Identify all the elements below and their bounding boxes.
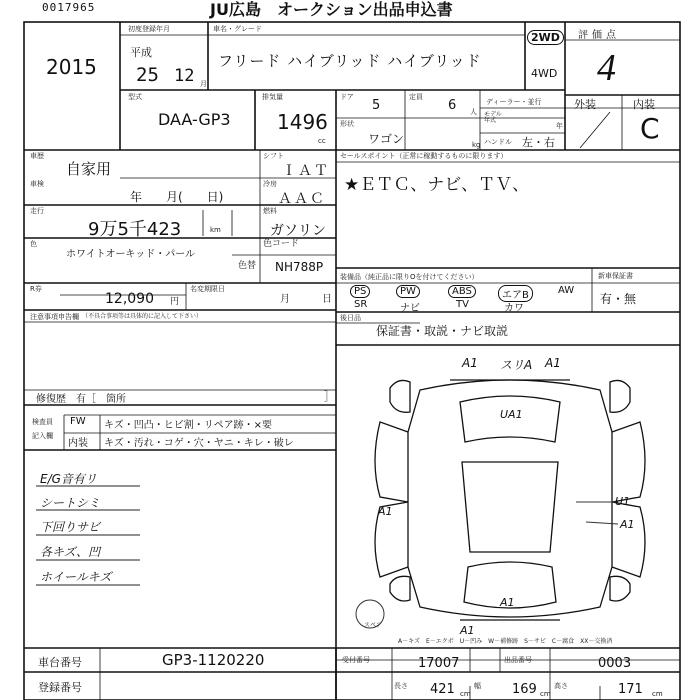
equipment-navi: ナビ <box>400 303 420 314</box>
width-unit: cm <box>540 690 551 698</box>
doors-value: 5 <box>372 98 381 113</box>
body-shape-label: 形状 <box>340 120 354 128</box>
aircon-value: ＡＡＣ <box>278 191 326 207</box>
inspector-row2-head: 内装 <box>68 438 88 449</box>
mileage-value: 9万5千423 <box>88 219 182 240</box>
equipment-abs: ABS <box>448 285 476 298</box>
equipment-leather: カワ <box>504 303 524 314</box>
tax-month: 月 <box>280 294 290 305</box>
height-value: 171 <box>618 682 643 697</box>
doors-label: ドア <box>340 93 354 101</box>
sales-point-label: セールスポイント（正常に稼動するものに限ります） <box>340 152 508 160</box>
capacity-value: 6 <box>448 98 457 113</box>
interior-score: C <box>640 112 660 145</box>
vehicle-name-label: 車名・グレード <box>213 25 262 33</box>
color-value: ホワイトオーキッド・パール <box>66 249 195 260</box>
damage-mark: A1 <box>462 356 478 370</box>
drive-2wd-text: 2WD <box>531 31 560 44</box>
fuel-value: ガソリン <box>270 223 326 239</box>
manual-label: 新車保証書 <box>598 272 633 280</box>
first-registration-label: 初度登録年月 <box>128 25 170 33</box>
length-unit: cm <box>460 690 471 698</box>
year-ad: 2015 <box>46 55 97 79</box>
month-suffix: 月 <box>200 80 207 88</box>
inspector-row1-head: FW <box>70 416 86 427</box>
damage-mark: UA1 <box>500 408 523 421</box>
reg-month: 12 <box>174 66 195 86</box>
damage-legend: A－キズ E－エクボ U－凹み W－補修跡 S－サビ C－腐食 XX－交換済 <box>398 638 613 645</box>
dealer-label: ディーラー・並行 <box>486 98 542 106</box>
reg-year: 25 <box>136 64 159 86</box>
equipment-label: 装備品（純正品に限りOを付けてください） <box>340 273 479 281</box>
length-label: 長さ <box>394 682 408 690</box>
model-year-unit: 年 <box>556 122 563 130</box>
color-code-label: 色コード <box>263 239 300 249</box>
repaint-label: 色替 <box>238 261 257 271</box>
damage-mark: A1 <box>620 518 635 531</box>
inspector-label-1: 検査員 <box>32 418 53 426</box>
chassis-value: GP3-1120220 <box>162 651 265 669</box>
fuel-label: 燃料 <box>263 207 277 215</box>
handwritten-note: E/G音有リ <box>40 472 97 486</box>
equipment-airbag: エアB <box>498 285 533 302</box>
width-label: 幅 <box>474 682 481 690</box>
reception-value: 17007 <box>418 656 460 671</box>
interior-label: 内装 <box>633 98 655 111</box>
model-value: DAA-GP3 <box>158 110 231 129</box>
displacement-label: 排気量 <box>262 93 283 101</box>
top-number: 0017965 <box>42 1 96 14</box>
inspection-value: 年 月( 日) <box>130 190 224 204</box>
equipment-aw: AW <box>558 285 575 296</box>
drive-2wd <box>527 30 564 45</box>
tax-label: 名変期限日 <box>190 285 225 293</box>
notes-label: 注意事項申告欄 <box>30 313 79 321</box>
accessories-label: 後日品 <box>340 314 361 322</box>
sales-point-value: ★ＥＴＣ、ナビ、ＴＶ、 <box>344 175 530 195</box>
recycle-label: R券 <box>30 285 42 293</box>
damage-mark: A1 <box>500 596 515 609</box>
inspector-row1: キズ・凹凸・ヒビ割・リペア跡・×要 <box>104 420 272 431</box>
evaluation-label: 評価点 <box>578 30 620 41</box>
width-value: 169 <box>512 682 537 697</box>
damage-mark: A1 <box>545 356 561 370</box>
usage-label: 車歴 <box>30 152 44 160</box>
form-title: JU広島 オークション出品申込書 <box>210 0 453 19</box>
mileage-unit: km <box>210 226 221 234</box>
handwritten-note: シートシミ <box>40 496 101 510</box>
accessories-value: 保証書・取説・ナビ取説 <box>376 324 509 338</box>
reception-label: 受付番号 <box>342 656 370 664</box>
notes-sub: （不具合事項等は具体的に記入して下さい） <box>82 313 203 320</box>
vehicle-name: フリード ハイブリッド ハイブリッド <box>218 52 482 70</box>
handwritten-note: 各キズ、凹 <box>40 545 101 559</box>
chassis-label: 車台番号 <box>38 656 82 669</box>
height-unit: cm <box>652 690 663 698</box>
equipment-tv: TV <box>456 299 469 310</box>
shift-value: ＩＡＴ <box>282 163 330 179</box>
displacement-value: 1496 <box>277 110 328 134</box>
height-label: 高さ <box>554 682 568 690</box>
handwritten-note: 下回りサビ <box>40 520 101 534</box>
era: 平成 <box>130 46 152 59</box>
equipment-sr: SR <box>354 299 368 310</box>
tax-day: 日 <box>322 294 332 305</box>
repair-history-close: ］ <box>324 390 335 403</box>
recycle-value: 12,090 <box>105 291 154 307</box>
car-damage-diagram <box>350 352 680 642</box>
repair-history: 修復歴 有［ 箇所 <box>36 394 126 405</box>
damage-mark: U1 <box>615 495 631 508</box>
ref-value: 0003 <box>598 656 632 671</box>
inspector-label-2: 記入欄 <box>32 432 53 440</box>
damage-mark: A1 <box>378 505 393 518</box>
model-label: 型式 <box>128 93 142 101</box>
usage-value: 自家用 <box>66 160 112 178</box>
length-value: 421 <box>430 682 455 697</box>
shift-label: シフト <box>263 152 284 160</box>
capacity-label: 定員 <box>409 93 423 101</box>
spare-label: スペア <box>364 622 383 629</box>
ref-label: 出品番号 <box>504 656 532 664</box>
equipment-pw: PW <box>396 285 420 298</box>
color-label: 色 <box>30 240 37 248</box>
inspection-label: 車検 <box>30 180 44 188</box>
body-shape-value: ワゴン <box>368 132 405 146</box>
drive-4wd: 4WD <box>531 67 558 80</box>
handwritten-note: ホイールキズ <box>40 570 112 584</box>
mileage-label: 走行 <box>30 207 44 215</box>
manual-value: 有・無 <box>600 292 637 306</box>
aircon-label: 冷房 <box>263 180 277 188</box>
damage-mark: スリA <box>500 358 533 372</box>
inspector-row2: キズ・汚れ・コゲ・穴・ヤニ・キレ・破レ <box>104 438 294 449</box>
equipment-grid <box>342 285 582 314</box>
handle-label: ハンドル <box>484 138 512 146</box>
damage-mark: A1 <box>460 624 475 637</box>
equipment-ps: PS <box>350 285 370 298</box>
registration-label: 登録番号 <box>38 681 82 694</box>
recycle-unit: 円 <box>170 297 180 307</box>
handle-value: 左・右 <box>522 136 555 149</box>
weight-unit: kg <box>472 141 481 149</box>
model-year-label: モデル年式 <box>484 111 502 124</box>
displacement-unit: cc <box>318 137 326 145</box>
capacity-unit: 人 <box>470 108 477 116</box>
color-code-value: NH788P <box>275 260 324 274</box>
exterior-label: 外装 <box>574 98 596 111</box>
evaluation-score: 4 <box>597 47 616 89</box>
